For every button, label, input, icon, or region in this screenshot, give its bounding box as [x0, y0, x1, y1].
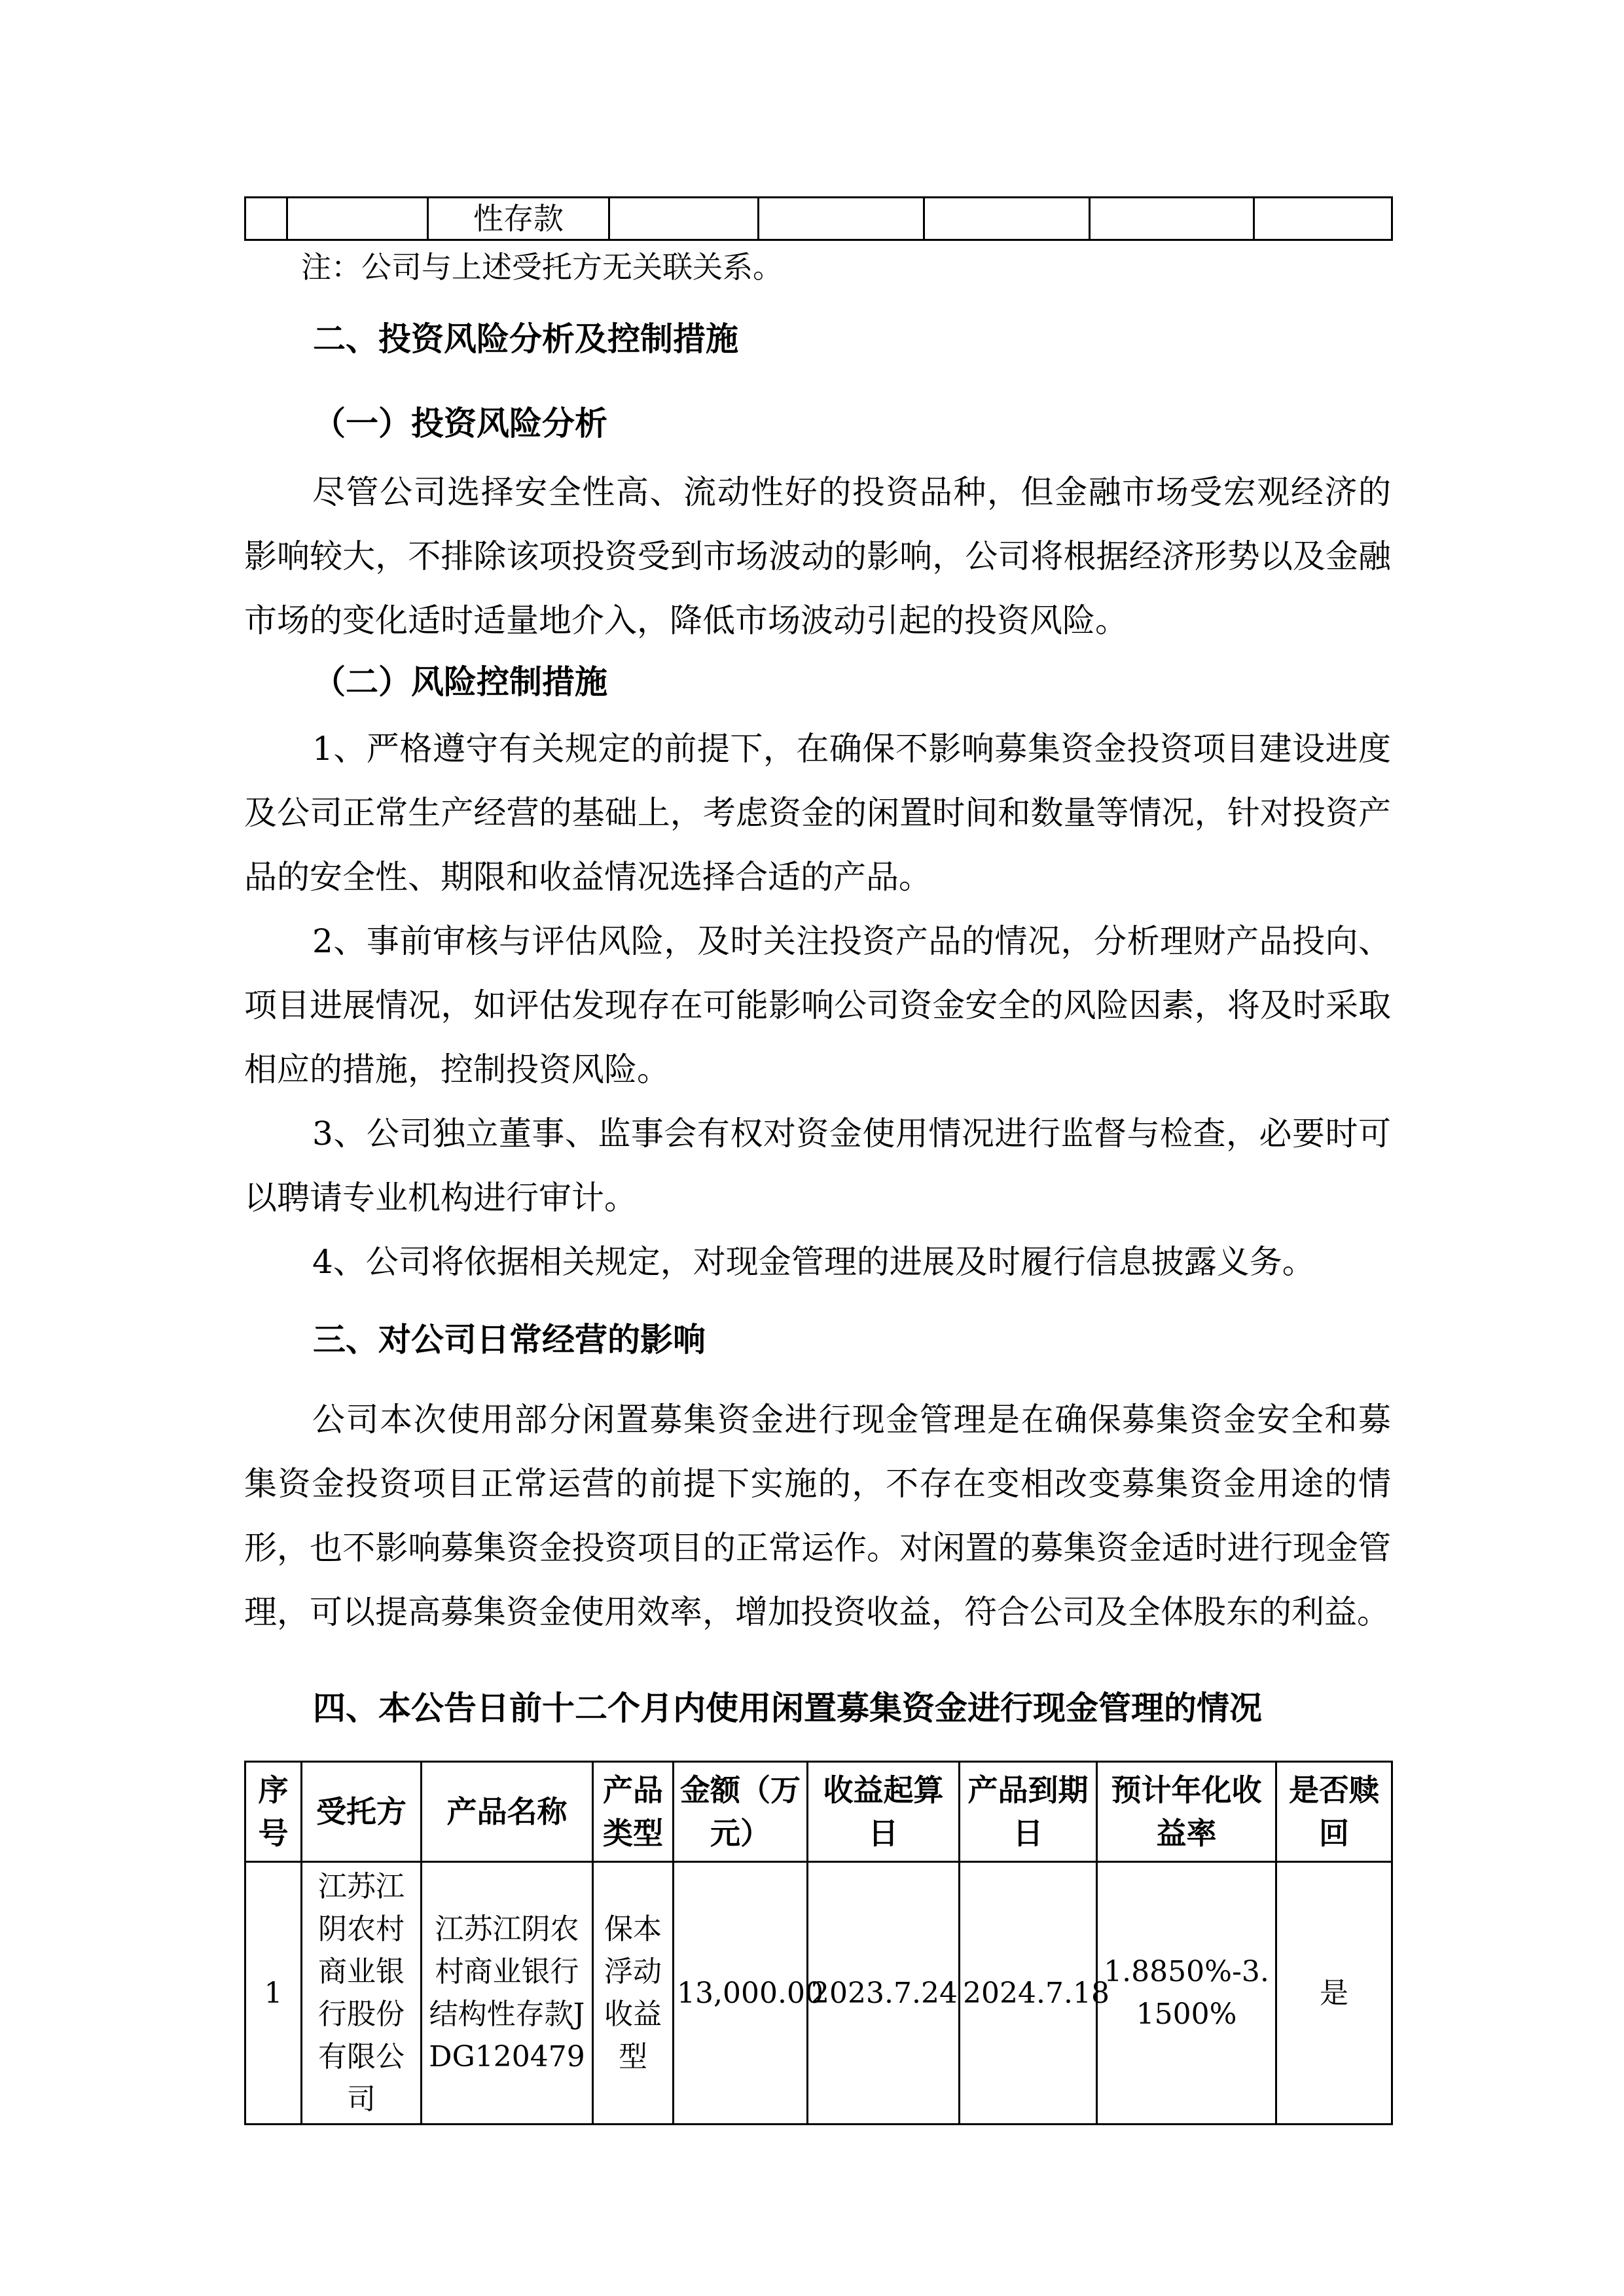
control-measure-4: 4、公司将依据相关规定，对现金管理的进展及时履行信息披露义务。 [312, 1243, 1315, 1281]
header-cell: 是否赎回 [1276, 1762, 1392, 1862]
table-cell [609, 198, 759, 240]
table-cell: 江苏江阴农村商业银行股份有限公司 [302, 1862, 422, 2125]
risk-analysis-paragraph: 尽管公司选择安全性高、流动性好的投资品种，但金融市场受宏观经济的影响较大，不排除该项投资受到市场波动的影响，公司将根据经济形势以及金融市场的变化适时适量地介入，降低市场波动引起的投资风险。 [244, 473, 1391, 639]
control-measure-3: 3、公司独立董事、监事会有权对资金使用情况进行监督与检查，必要时可以聘请专业机构进行审计。 [244, 1115, 1391, 1217]
header-cell: 金额（万元） [674, 1762, 808, 1862]
table-cell: 2023.7.24 [808, 1862, 960, 2125]
table-note: 注：公司与上述受托方无关联关系。 [301, 249, 783, 285]
control-measure-1: 1、严格遵守有关规定的前提下，在确保不影响募集资金投资项目建设进度及公司正常生产经营的基础上，考虑资金的闲置时间和数量等情况，针对投资产品的安全性、期限和收益情况选择合适的产品。 [244, 730, 1391, 896]
table-cell [1254, 198, 1392, 240]
section-2-heading: 二、投资风险分析及控制措施 [313, 320, 738, 358]
business-impact-paragraph: 公司本次使用部分闲置募集资金进行现金管理是在确保募集资金安全和募集资金投资项目正常运营的前提下实施的，不存在变相改变募集资金用途的情形，也不影响募集资金投资项目的正常运作。对闲置的募集资金适时进行现金管理，可以提高募集资金使用效率，增加投资收益，符合公司及全体股东的利益。 [244, 1401, 1391, 1631]
table-cell: 1.8850%-3.1500% [1097, 1862, 1276, 2125]
control-measure-2: 2、事前审核与评估风险，及时关注投资产品的情况，分析理财产品投向、项目进展情况，如评估发现存在可能影响公司资金安全的风险因素，将及时采取相应的措施，控制投资风险。 [244, 922, 1391, 1088]
table-cell: 是 [1276, 1862, 1392, 2125]
table-row [245, 1862, 1392, 2125]
table-cell: 江苏江阴农村商业银行结构性存款JDG120479 [422, 1862, 593, 2125]
table-cell [245, 198, 287, 240]
header-cell: 受托方 [302, 1762, 422, 1862]
section-2-1-heading: （一）投资风险分析 [313, 404, 607, 442]
table-cell: 1 [245, 1862, 302, 2125]
header-cell: 预计年化收益率 [1097, 1762, 1276, 1862]
table-cell [287, 198, 428, 240]
table-cell: 2024.7.18 [960, 1862, 1097, 2125]
header-cell: 序号 [245, 1762, 302, 1862]
table-cell [1090, 198, 1254, 240]
header-cell: 产品到期日 [960, 1762, 1097, 1862]
continued-table-fragment [244, 196, 1393, 241]
section-3-heading: 三、对公司日常经营的影响 [313, 1321, 706, 1359]
table-row [245, 198, 1392, 240]
section-2-2-heading: （二）风险控制措施 [313, 663, 607, 701]
table-cell: 13,000.00 [674, 1862, 808, 2125]
header-cell: 收益起算日 [808, 1762, 960, 1862]
cash-management-table [244, 1761, 1393, 2125]
header-cell: 产品类型 [593, 1762, 674, 1862]
table-cell [924, 198, 1090, 240]
table-cell: 保本浮动收益型 [593, 1862, 674, 2125]
table-header-row [245, 1762, 1392, 1862]
section-4-heading: 四、本公告日前十二个月内使用闲置募集资金进行现金管理的情况 [313, 1689, 1262, 1727]
table-cell [759, 198, 924, 240]
table-cell: 性存款 [428, 198, 609, 240]
header-cell: 产品名称 [422, 1762, 593, 1862]
